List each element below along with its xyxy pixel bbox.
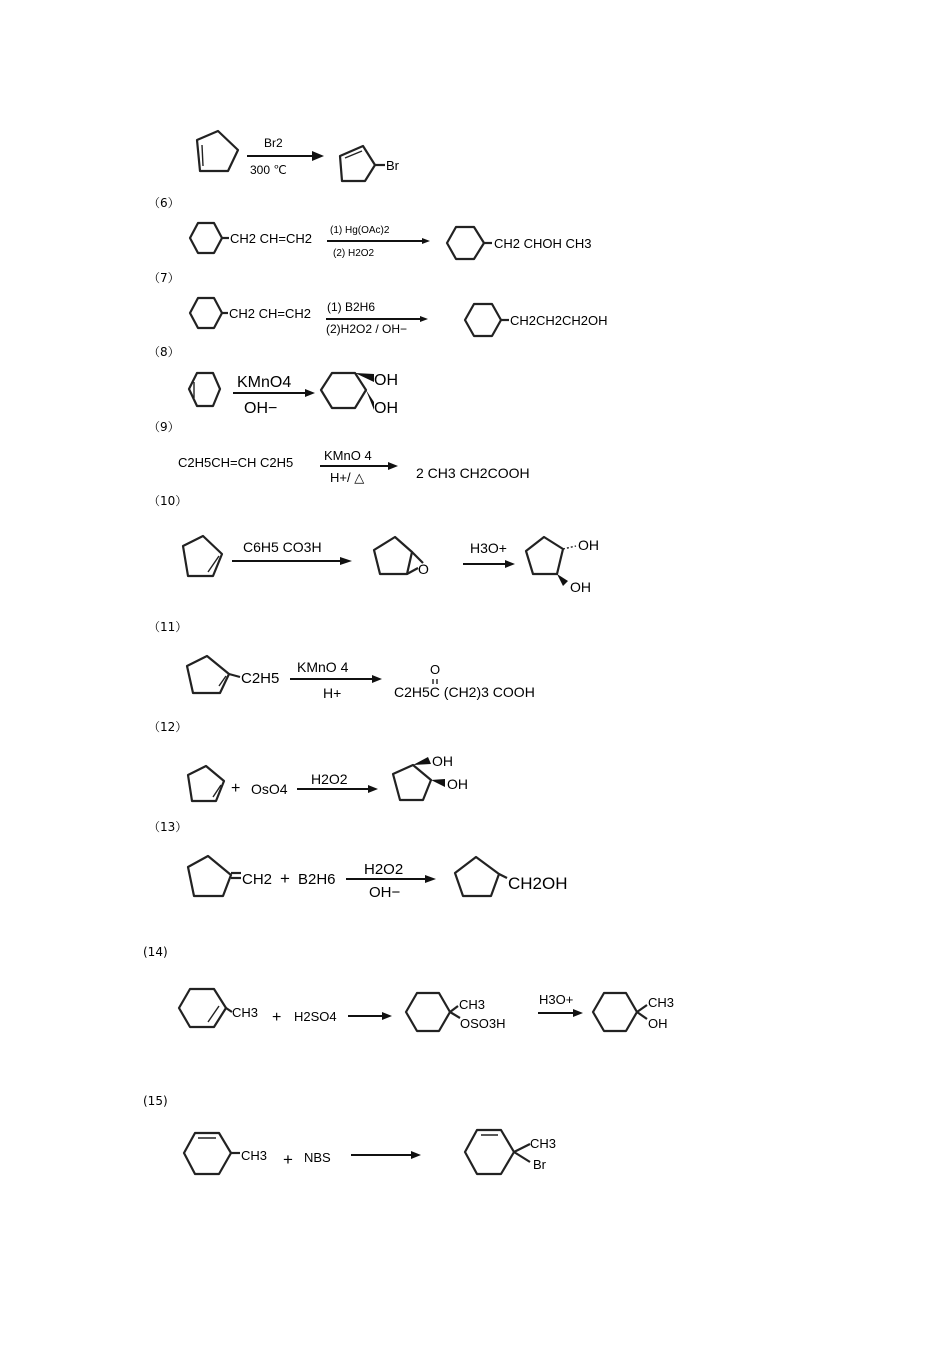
methyl-substituent: CH3 bbox=[530, 1136, 557, 1151]
cyclohexane-ring bbox=[190, 298, 222, 328]
reactant-formula: C2H5CH=CH C2H5 bbox=[178, 455, 294, 470]
reagent-bottom: OH− bbox=[369, 884, 401, 901]
plus-sign: + bbox=[231, 780, 241, 797]
epoxide-ring bbox=[374, 537, 412, 574]
reaction-number: （12） bbox=[148, 720, 188, 734]
reagent-bottom: OH− bbox=[244, 400, 278, 417]
cyclopentane-ring bbox=[188, 856, 231, 896]
methylcyclohexene-ring bbox=[184, 1133, 231, 1174]
plus-sign: + bbox=[283, 1150, 293, 1169]
reaction-ring-cleavage bbox=[187, 656, 535, 701]
cyclohexane-ring bbox=[465, 304, 501, 336]
cyclopentanediol-ring bbox=[393, 765, 431, 800]
reagent-top: H3O+ bbox=[539, 992, 574, 1007]
reagent-top: Br2 bbox=[264, 136, 283, 150]
bromocyclopentene-ring bbox=[340, 146, 385, 181]
hydroxyl-label: OH bbox=[648, 1016, 668, 1031]
cyclopentene-ring bbox=[187, 656, 229, 693]
reagent-top: KMnO 4 bbox=[297, 659, 349, 675]
reaction-sulfuric-acid-addition bbox=[179, 989, 674, 1031]
methyl-substituent: CH3 bbox=[241, 1148, 268, 1163]
bromo-substituent: Br bbox=[533, 1157, 546, 1172]
reaction-number: （6） bbox=[148, 196, 180, 210]
reaction-number: （7） bbox=[148, 271, 180, 285]
cyclohexane-ring bbox=[190, 223, 222, 253]
reagent-top: H3O+ bbox=[470, 540, 507, 556]
reaction-hydroboration-exocyclic bbox=[188, 856, 568, 901]
cyclohexanediol-ring bbox=[321, 373, 366, 408]
reagent-top: KMnO4 bbox=[237, 374, 292, 391]
hydroxyl-label: OH bbox=[447, 776, 468, 792]
reagent-bottom: (2) H2O2 bbox=[333, 248, 375, 259]
reaction-bromination bbox=[197, 131, 400, 181]
methyl-substituent: CH3 bbox=[648, 995, 675, 1010]
methylene-group: CH2 bbox=[242, 871, 273, 888]
ethyl-substituent: C2H5 bbox=[241, 670, 280, 687]
reaction-number: （13） bbox=[148, 820, 188, 834]
methyl-substituent: CH3 bbox=[232, 1005, 259, 1020]
epoxide-oxygen: O bbox=[418, 561, 429, 577]
reaction-number: （8） bbox=[148, 345, 180, 359]
coreagent: NBS bbox=[304, 1150, 331, 1165]
reagent-bottom: H+/ △ bbox=[330, 470, 365, 485]
cyclohexane-ring bbox=[593, 993, 637, 1031]
methyl-substituent: CH3 bbox=[459, 997, 486, 1012]
plus-sign: + bbox=[272, 1009, 282, 1026]
reagent-bottom: (2)H2O2 / OH− bbox=[326, 322, 408, 336]
hydroxyl-label: OH bbox=[432, 753, 453, 769]
hydroxyl-label: OH bbox=[374, 400, 398, 417]
plus-sign: + bbox=[280, 869, 290, 888]
coreagent: B2H6 bbox=[298, 871, 336, 888]
coreagent: H2SO4 bbox=[294, 1009, 337, 1024]
reaction-oxidative-cleavage bbox=[178, 448, 530, 485]
reaction-oxymercuration bbox=[190, 223, 592, 259]
cyclopentene-ring bbox=[188, 766, 224, 801]
product-label: Br bbox=[386, 158, 399, 173]
methylcyclohexene-ring bbox=[179, 989, 226, 1027]
reagent-top: C6H5 CO3H bbox=[243, 539, 322, 555]
reagent-top: (1) Hg(OAc)2 bbox=[330, 225, 390, 236]
reaction-number: （10） bbox=[148, 494, 188, 508]
reagent-bottom: 300 ℃ bbox=[250, 163, 287, 177]
product-chain: CH2 CHOH CH3 bbox=[494, 236, 592, 251]
reagent-top: (1) B2H6 bbox=[327, 300, 376, 314]
reaction-dihydroxylation bbox=[189, 372, 398, 417]
product-formula: C2H5C (CH2)3 COOH bbox=[394, 684, 535, 700]
reaction-number: （11） bbox=[148, 620, 188, 634]
reaction-arrow bbox=[247, 151, 324, 161]
reaction-number: (15) bbox=[143, 1094, 168, 1108]
sulfate-substituent: OSO3H bbox=[460, 1016, 506, 1031]
reaction-number: （9） bbox=[148, 420, 180, 434]
reagent-top: H2O2 bbox=[364, 861, 404, 878]
carbonyl-oxygen: O bbox=[430, 662, 441, 677]
cyclohexane-ring bbox=[406, 993, 450, 1031]
reagent-bottom: H+ bbox=[323, 685, 342, 701]
cyclohexane-ring bbox=[447, 227, 484, 259]
reaction-allylic-bromination bbox=[184, 1130, 556, 1174]
cyclopentene-ring bbox=[183, 536, 222, 576]
reagent-top: KMnO 4 bbox=[324, 448, 372, 463]
cyclopentanediol-ring bbox=[526, 537, 563, 574]
product-chain: CH2OH bbox=[508, 874, 568, 893]
product-chain: CH2CH2CH2OH bbox=[510, 313, 608, 328]
reactant-chain: CH2 CH=CH2 bbox=[230, 231, 312, 246]
reactant-chain: CH2 CH=CH2 bbox=[229, 306, 311, 321]
product-formula: 2 CH3 CH2COOH bbox=[416, 465, 530, 481]
cyclopentene-ring bbox=[197, 131, 238, 171]
coreagent: OsO4 bbox=[251, 781, 288, 797]
hydroxyl-label: OH bbox=[374, 372, 398, 389]
reaction-osmylation bbox=[188, 753, 468, 801]
cyclopentane-ring bbox=[455, 857, 499, 896]
bromomethylcyclohexene-ring bbox=[465, 1130, 514, 1174]
reaction-hydroboration bbox=[190, 298, 608, 336]
reagent-top: H2O2 bbox=[311, 771, 348, 787]
hydroxyl-label: OH bbox=[570, 579, 591, 595]
hydroxyl-label: OH bbox=[578, 537, 599, 553]
reaction-epoxidation bbox=[183, 536, 599, 595]
reaction-number: (14) bbox=[143, 945, 168, 959]
